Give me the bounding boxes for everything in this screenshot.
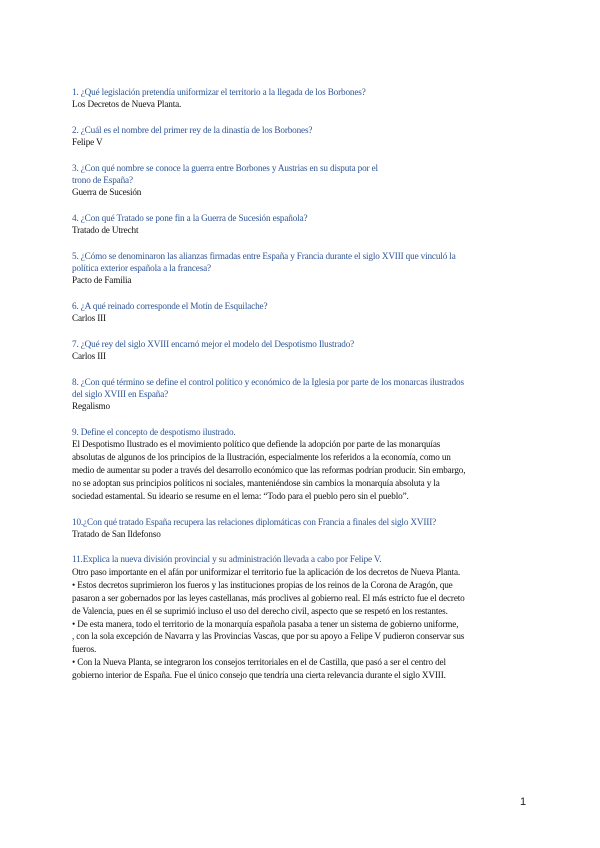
answer-11-line-5: • De esta manera, todo el territorio de la monarquía española pasaba a tener un sistema de gobierno uniforme, bbox=[72, 618, 459, 629]
question-block-10 bbox=[72, 516, 532, 541]
question-1: 1. ¿Qué legislación pretendía uniformizar el territorio a la llegada de los Borbones? bbox=[72, 87, 366, 97]
answer-8: Regalismo bbox=[72, 401, 110, 412]
answer-1: Los Decretos de Nueva Planta. bbox=[72, 99, 182, 110]
answer-5: Pacto de Familia bbox=[72, 275, 132, 286]
question-block-1 bbox=[72, 86, 532, 111]
question-block-3 bbox=[72, 162, 532, 199]
question-block-2 bbox=[72, 124, 532, 149]
question-10: 10.¿Con qué tratado España recupera las relaciones diplomáticas con Francia a finales del siglo XVIII? bbox=[72, 516, 437, 527]
question-3-line-2: trono de España? bbox=[72, 175, 133, 186]
question-block-6 bbox=[72, 300, 532, 325]
answer-3: Guerra de Sucesión bbox=[72, 187, 142, 198]
question-4: 4. ¿Con qué Tratado se pone fin a la Guerra de Sucesión española? bbox=[72, 212, 308, 223]
answer-9-line-4: no se adoptan sus principios políticos ni sociales, manteniéndose sin cambios la monarquía absoluta y la bbox=[72, 477, 440, 488]
answer-6: Carlos III bbox=[72, 313, 106, 324]
answer-4: Tratado de Utrecht bbox=[72, 225, 139, 236]
answer-11-line-8: • Con la Nueva Planta, se integraron los consejos territoriales en el de Castilla, que pasó a ser el centro del bbox=[72, 657, 446, 668]
answer-2: Felipe V bbox=[72, 137, 103, 148]
answer-11-line-6: , con la sola excepción de Navarra y las Provincias Vascas, que por su apoyo a Felipe V pudieron conservar sus bbox=[72, 631, 465, 642]
answer-11-line-3: pasaron a ser gobernados por las leyes castellanas, más proclives al gobierno real. El más estricto fue el decreto bbox=[72, 592, 465, 603]
question-block-8 bbox=[72, 376, 532, 413]
question-7: 7. ¿Qué rey del siglo XVIII encarnó mejor el modelo del Despotismo Ilustrado? bbox=[72, 338, 355, 349]
question-5-line-2: política exterior española a la francesa? bbox=[72, 263, 211, 274]
question-block-7 bbox=[72, 338, 532, 363]
answer-11-line-2: • Estos decretos suprimieron los fueros y las instituciones propias de los reinos de la Corona de Aragón, que bbox=[72, 579, 453, 590]
answer-11-line-4: de Valencia, pues en él se suprimió incluso el uso del derecho civil, aspecto que se respetó en los restantes. bbox=[72, 605, 448, 616]
answer-11-line-9: gobierno interior de España. Fue el único consejo que tendría una cierta relevancia durante el siglo XVIII. bbox=[72, 670, 446, 681]
question-5-line-1: 5. ¿Cómo se denominaron las alianzas firmadas entre España y Francia durante el siglo XVIII que vinculó la bbox=[72, 250, 456, 261]
answer-11-line-7: fueros. bbox=[72, 644, 97, 655]
answer-9-line-3: medio de aumentar su poder a través del desarrollo económico que las reformas podrían producir. Sin embargo, bbox=[72, 464, 466, 475]
answer-10: Tratado de San Ildefonso bbox=[72, 529, 161, 540]
question-11: 11.Explica la nueva división provincial y su administración llevada a cabo por Felipe V. bbox=[72, 554, 382, 565]
document-page bbox=[72, 86, 532, 682]
answer-11-line-1: Otro paso importante en el afán por uniformizar el territorio fue la aplicación de los decretos de Nueva Planta. bbox=[72, 566, 461, 577]
answer-7: Carlos III bbox=[72, 351, 106, 362]
question-9: 9. Define el concepto de despotismo ilustrado. bbox=[72, 426, 236, 437]
question-3-line-1: 3. ¿Con qué nombre se conoce la guerra entre Borbones y Austrias en su disputa por el bbox=[72, 162, 378, 173]
answer-9-line-2: absolutas de algunos de los principios de la Ilustración, especialmente los referidos a la economía, como un bbox=[72, 452, 451, 463]
page-number: 1 bbox=[520, 796, 527, 808]
question-2: 2. ¿Cuál es el nombre del primer rey de la dinastía de los Borbones? bbox=[72, 124, 313, 135]
question-8-line-2: del siglo XVIII en España? bbox=[72, 388, 169, 399]
answer-9-line-1: El Despotismo Ilustrado es el movimiento político que defiende la adopción por parte de las monarquías bbox=[72, 439, 441, 450]
question-6: 6. ¿A qué reinado corresponde el Motín de Esquilache? bbox=[72, 300, 268, 311]
question-block-5 bbox=[72, 250, 532, 287]
question-block-11 bbox=[72, 553, 532, 682]
answer-9-line-5: sociedad estamental. Su ideario se resume en el lema: “Todo para el pueblo pero sin el pueblo”. bbox=[72, 490, 409, 501]
question-block-9 bbox=[72, 426, 532, 503]
question-block-4 bbox=[72, 212, 532, 237]
question-8-line-1: 8. ¿Con qué término se define el control político y económico de la Iglesia por parte de los monarcas ilustrados bbox=[72, 376, 464, 387]
